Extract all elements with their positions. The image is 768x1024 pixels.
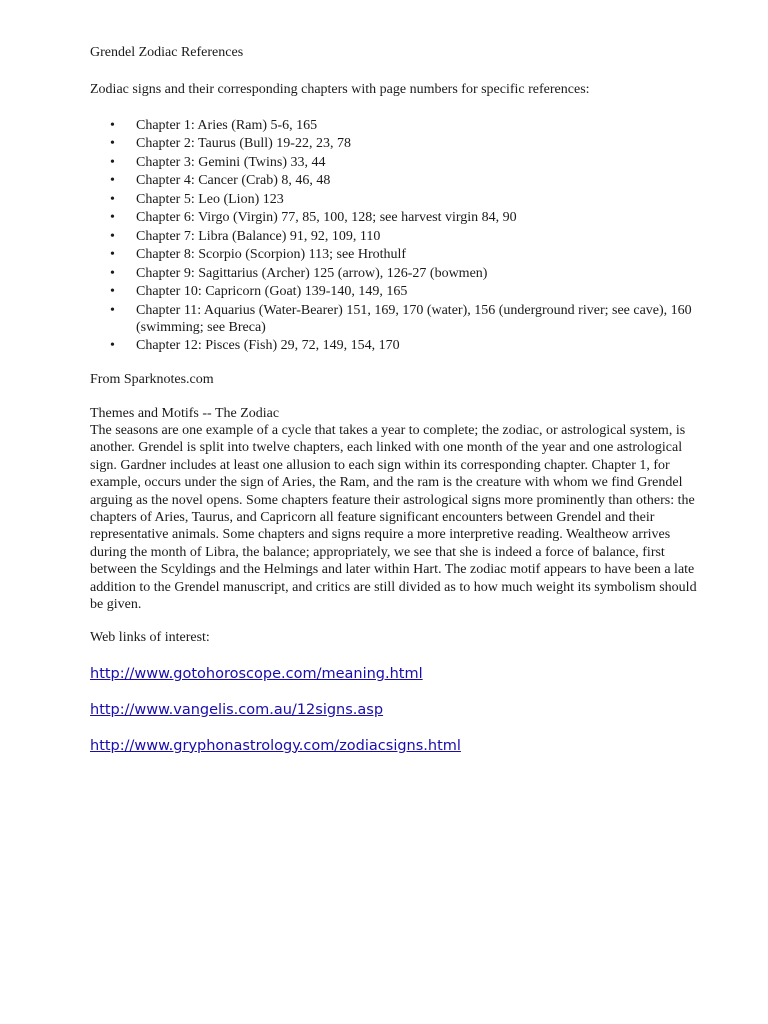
link-vangelis[interactable]: http://www.vangelis.com.au/12signs.asp (90, 701, 384, 718)
list-item-text: Chapter 1: Aries (Ram) 5-6, 165 (136, 117, 318, 133)
list-item (90, 191, 708, 210)
themes-heading: Themes and Motifs -- The Zodiac (90, 405, 280, 421)
bullet-icon: • (110, 191, 115, 207)
bullet-icon: • (110, 302, 115, 318)
link-gryphonastrology[interactable]: http://www.gryphonastrology.com/zodiacsigns.html (90, 737, 461, 754)
list-item-text: Chapter 12: Pisces (Fish) 29, 72, 149, 154, 170 (136, 337, 400, 353)
bullet-icon: • (110, 154, 115, 170)
bullet-icon: • (110, 173, 115, 189)
list-item (90, 135, 708, 154)
web-links-label: Web links of interest: (90, 630, 210, 646)
list-item (90, 265, 708, 284)
list-item-text: Chapter 3: Gemini (Twins) 33, 44 (136, 154, 326, 170)
list-item-text: Chapter 8: Scorpio (Scorpion) 113; see Hrothulf (136, 247, 407, 263)
bullet-icon: • (110, 337, 115, 353)
list-item (90, 283, 708, 302)
bullet-icon: • (110, 265, 115, 281)
chapter-reference-list (90, 117, 708, 355)
list-item-text: Chapter 11: Aquarius (Water-Bearer) 151, 169, 170 (water), 156 (underground river; see cave), 160 (swimming; see Breca) (136, 302, 692, 336)
list-item (90, 117, 708, 136)
source-credit: From Sparknotes.com (90, 372, 214, 388)
list-item-text: Chapter 7: Libra (Balance) 91, 92, 109, 110 (136, 228, 381, 244)
list-item-text: Chapter 9: Sagittarius (Archer) 125 (arrow), 126-27 (bowmen) (136, 265, 488, 281)
bullet-icon: • (110, 210, 115, 226)
bullet-icon: • (110, 117, 115, 133)
list-item (90, 209, 708, 228)
bullet-icon: • (110, 228, 115, 244)
list-item (90, 246, 708, 265)
link-gotohoroscope[interactable]: http://www.gotohoroscope.com/meaning.html (90, 665, 423, 682)
list-item-text: Chapter 10: Capricorn (Goat) 139-140, 149, 165 (136, 284, 408, 300)
intro-paragraph: Zodiac signs and their corresponding chapters with page numbers for specific references: (90, 82, 590, 98)
list-item (90, 172, 708, 191)
list-item (90, 228, 708, 247)
list-item (90, 337, 708, 356)
bullet-icon: • (110, 136, 115, 152)
list-item-text: Chapter 4: Cancer (Crab) 8, 46, 48 (136, 173, 331, 189)
list-item (90, 154, 708, 173)
themes-paragraph: The seasons are one example of a cycle that takes a year to complete; the zodiac, or astrological system, is another. Grendel is split into twelve chapters, each linked with one month of the year and one astrological sign. Gardner includes at least one allusion to each sign within its corresponding chapter. Chapter 1, for example, occurs under the sign of Aries, the Ram, and the ram is the creature with whom we find Grendel arguing as the novel opens. Some chapters feature their astrological signs more prominently than others: the chapters of Aries, Taurus, and Capricorn all feature significant encounters between Grendel and their representative animals. Some chapters and signs require a more interpretive reading. Wealtheow arrives during the month of Libra, the balance; appropriately, we see that she is indeed a force of balance, first between the Scyldings and the Helmings and later within Hart. The zodiac motif appears to have been a late addition to the Grendel manuscript, and critics are still divided as to how much weight its symbolism should be given. (90, 422, 697, 612)
list-item (90, 302, 708, 337)
bullet-icon: • (110, 247, 115, 263)
list-item-text: Chapter 5: Leo (Lion) 123 (136, 191, 284, 207)
list-item-text: Chapter 2: Taurus (Bull) 19-22, 23, 78 (136, 136, 351, 152)
bullet-icon: • (110, 284, 115, 300)
document-page (90, 44, 708, 773)
list-item-text: Chapter 6: Virgo (Virgin) 77, 85, 100, 128; see harvest virgin 84, 90 (136, 210, 517, 226)
document-title: Grendel Zodiac References (90, 45, 244, 60)
